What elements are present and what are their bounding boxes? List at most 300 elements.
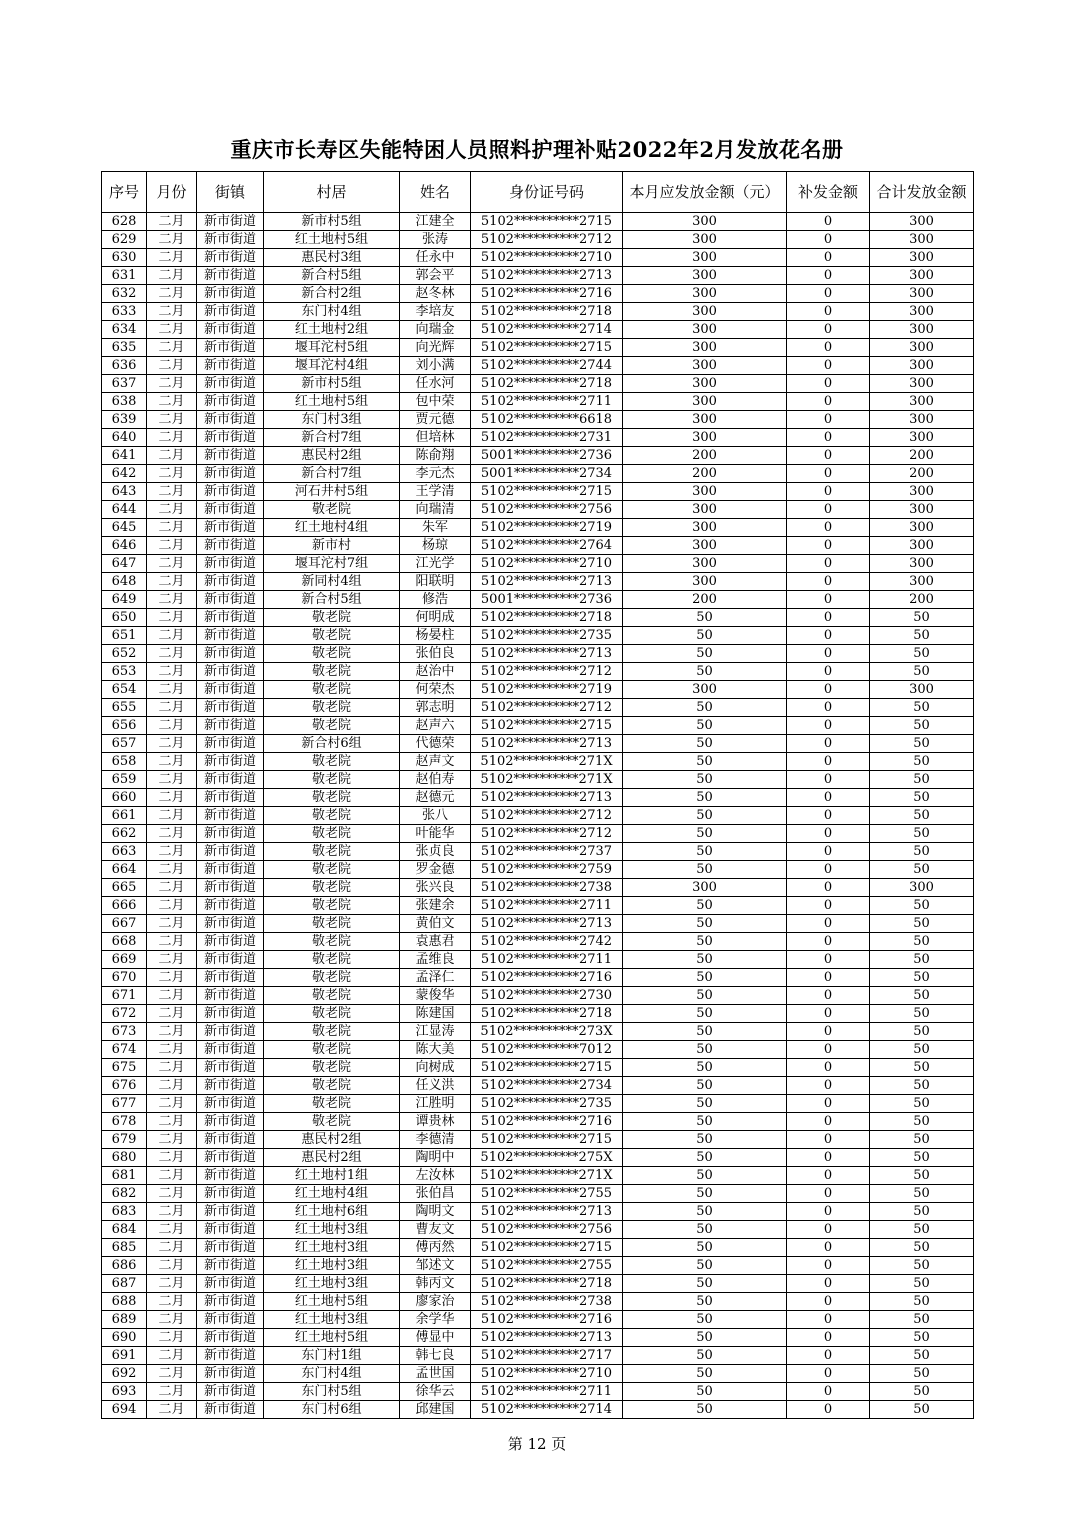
cell-street: 新市街道 bbox=[197, 1293, 264, 1311]
cell-id-number: 5102**********2715 bbox=[471, 1059, 623, 1077]
cell-id-number: 5102**********2711 bbox=[471, 393, 623, 411]
cell-extra-amount: 0 bbox=[787, 213, 870, 231]
cell-village: 堰耳沱村5组 bbox=[264, 339, 400, 357]
cell-extra-amount: 0 bbox=[787, 1329, 870, 1347]
cell-name: 赵德元 bbox=[400, 789, 471, 807]
cell-seq: 647 bbox=[102, 555, 147, 573]
cell-due-amount: 50 bbox=[623, 1077, 787, 1095]
cell-month: 二月 bbox=[147, 213, 197, 231]
cell-total-amount: 50 bbox=[870, 609, 974, 627]
cell-name: 赵伯寿 bbox=[400, 771, 471, 789]
cell-total-amount: 50 bbox=[870, 1275, 974, 1293]
cell-extra-amount: 0 bbox=[787, 843, 870, 861]
cell-id-number: 5102**********2710 bbox=[471, 555, 623, 573]
cell-total-amount: 300 bbox=[870, 357, 974, 375]
cell-extra-amount: 0 bbox=[787, 897, 870, 915]
cell-month: 二月 bbox=[147, 501, 197, 519]
cell-street: 新市街道 bbox=[197, 1131, 264, 1149]
cell-due-amount: 50 bbox=[623, 1401, 787, 1419]
cell-extra-amount: 0 bbox=[787, 1311, 870, 1329]
cell-id-number: 5102**********2737 bbox=[471, 843, 623, 861]
cell-extra-amount: 0 bbox=[787, 969, 870, 987]
table-row bbox=[102, 393, 974, 411]
cell-due-amount: 50 bbox=[623, 1239, 787, 1257]
cell-name: 赵声文 bbox=[400, 753, 471, 771]
cell-name: 江建全 bbox=[400, 213, 471, 231]
cell-name: 王学清 bbox=[400, 483, 471, 501]
cell-street: 新市街道 bbox=[197, 699, 264, 717]
cell-seq: 680 bbox=[102, 1149, 147, 1167]
cell-extra-amount: 0 bbox=[787, 1113, 870, 1131]
cell-id-number: 5102**********2716 bbox=[471, 285, 623, 303]
cell-due-amount: 50 bbox=[623, 807, 787, 825]
cell-due-amount: 300 bbox=[623, 483, 787, 501]
cell-name: 张建余 bbox=[400, 897, 471, 915]
cell-name: 张伯昌 bbox=[400, 1185, 471, 1203]
cell-due-amount: 50 bbox=[623, 1005, 787, 1023]
cell-street: 新市街道 bbox=[197, 609, 264, 627]
cell-id-number: 5102**********2715 bbox=[471, 483, 623, 501]
cell-name: 曹友文 bbox=[400, 1221, 471, 1239]
cell-village: 红土地村3组 bbox=[264, 1221, 400, 1239]
cell-due-amount: 50 bbox=[623, 897, 787, 915]
cell-id-number: 5102**********2734 bbox=[471, 1077, 623, 1095]
cell-village: 红土地村3组 bbox=[264, 1275, 400, 1293]
cell-total-amount: 50 bbox=[870, 861, 974, 879]
cell-month: 二月 bbox=[147, 861, 197, 879]
cell-extra-amount: 0 bbox=[787, 1095, 870, 1113]
table-row bbox=[102, 1329, 974, 1347]
cell-id-number: 5102**********2718 bbox=[471, 609, 623, 627]
cell-name: 贾元德 bbox=[400, 411, 471, 429]
cell-street: 新市街道 bbox=[197, 645, 264, 663]
cell-name: 张伯良 bbox=[400, 645, 471, 663]
cell-village: 东门村4组 bbox=[264, 1365, 400, 1383]
cell-id-number: 5102**********2713 bbox=[471, 1329, 623, 1347]
cell-due-amount: 300 bbox=[623, 573, 787, 591]
cell-month: 二月 bbox=[147, 1257, 197, 1275]
cell-month: 二月 bbox=[147, 1113, 197, 1131]
cell-name: 谭贵林 bbox=[400, 1113, 471, 1131]
cell-id-number: 5102**********2713 bbox=[471, 915, 623, 933]
cell-month: 二月 bbox=[147, 789, 197, 807]
cell-street: 新市街道 bbox=[197, 573, 264, 591]
cell-street: 新市街道 bbox=[197, 933, 264, 951]
cell-village: 新合村2组 bbox=[264, 285, 400, 303]
cell-village: 惠民村3组 bbox=[264, 249, 400, 267]
table-row bbox=[102, 1293, 974, 1311]
table-row bbox=[102, 1023, 974, 1041]
cell-extra-amount: 0 bbox=[787, 771, 870, 789]
table-row bbox=[102, 1221, 974, 1239]
cell-extra-amount: 0 bbox=[787, 483, 870, 501]
cell-month: 二月 bbox=[147, 1077, 197, 1095]
cell-village: 河石井村5组 bbox=[264, 483, 400, 501]
cell-name: 张贞良 bbox=[400, 843, 471, 861]
cell-name: 朱军 bbox=[400, 519, 471, 537]
cell-month: 二月 bbox=[147, 825, 197, 843]
cell-id-number: 5102**********2715 bbox=[471, 717, 623, 735]
cell-due-amount: 200 bbox=[623, 465, 787, 483]
cell-seq: 685 bbox=[102, 1239, 147, 1257]
cell-month: 二月 bbox=[147, 591, 197, 609]
cell-street: 新市街道 bbox=[197, 789, 264, 807]
cell-village: 新合村7组 bbox=[264, 429, 400, 447]
cell-street: 新市街道 bbox=[197, 447, 264, 465]
cell-extra-amount: 0 bbox=[787, 573, 870, 591]
cell-extra-amount: 0 bbox=[787, 357, 870, 375]
cell-id-number: 5102**********2714 bbox=[471, 321, 623, 339]
cell-month: 二月 bbox=[147, 843, 197, 861]
cell-seq: 673 bbox=[102, 1023, 147, 1041]
table-row bbox=[102, 411, 974, 429]
cell-street: 新市街道 bbox=[197, 429, 264, 447]
cell-extra-amount: 0 bbox=[787, 717, 870, 735]
table-row bbox=[102, 267, 974, 285]
cell-id-number: 5102**********2735 bbox=[471, 627, 623, 645]
page-number: 第 12 页 bbox=[507, 1435, 567, 1453]
cell-name: 郭会平 bbox=[400, 267, 471, 285]
cell-total-amount: 50 bbox=[870, 1005, 974, 1023]
table-row bbox=[102, 897, 974, 915]
cell-due-amount: 50 bbox=[623, 1293, 787, 1311]
table-row bbox=[102, 303, 974, 321]
table-row bbox=[102, 231, 974, 249]
cell-name: 韩丙文 bbox=[400, 1275, 471, 1293]
cell-name: 代德荣 bbox=[400, 735, 471, 753]
cell-id-number: 5102**********2715 bbox=[471, 1131, 623, 1149]
cell-total-amount: 50 bbox=[870, 1401, 974, 1419]
cell-seq: 644 bbox=[102, 501, 147, 519]
cell-total-amount: 300 bbox=[870, 879, 974, 897]
cell-name: 黄伯文 bbox=[400, 915, 471, 933]
cell-extra-amount: 0 bbox=[787, 951, 870, 969]
cell-name: 向光辉 bbox=[400, 339, 471, 357]
cell-seq: 672 bbox=[102, 1005, 147, 1023]
cell-total-amount: 300 bbox=[870, 555, 974, 573]
cell-total-amount: 50 bbox=[870, 1185, 974, 1203]
cell-extra-amount: 0 bbox=[787, 789, 870, 807]
cell-name: 陈大美 bbox=[400, 1041, 471, 1059]
cell-village: 敬老院 bbox=[264, 861, 400, 879]
table-row bbox=[102, 213, 974, 231]
table-row bbox=[102, 429, 974, 447]
cell-due-amount: 300 bbox=[623, 537, 787, 555]
cell-extra-amount: 0 bbox=[787, 1275, 870, 1293]
cell-total-amount: 50 bbox=[870, 1095, 974, 1113]
cell-total-amount: 300 bbox=[870, 249, 974, 267]
cell-name: 刘小满 bbox=[400, 357, 471, 375]
cell-id-number: 5102**********2713 bbox=[471, 735, 623, 753]
cell-street: 新市街道 bbox=[197, 717, 264, 735]
cell-due-amount: 300 bbox=[623, 519, 787, 537]
cell-village: 红土地村5组 bbox=[264, 231, 400, 249]
cell-seq: 663 bbox=[102, 843, 147, 861]
cell-seq: 676 bbox=[102, 1077, 147, 1095]
cell-name: 阳联明 bbox=[400, 573, 471, 591]
cell-due-amount: 300 bbox=[623, 429, 787, 447]
table-row bbox=[102, 1347, 974, 1365]
cell-village: 惠民村2组 bbox=[264, 1149, 400, 1167]
cell-extra-amount: 0 bbox=[787, 285, 870, 303]
cell-name: 江显涛 bbox=[400, 1023, 471, 1041]
table-row bbox=[102, 951, 974, 969]
cell-month: 二月 bbox=[147, 1293, 197, 1311]
cell-seq: 648 bbox=[102, 573, 147, 591]
cell-due-amount: 200 bbox=[623, 591, 787, 609]
cell-name: 向瑞清 bbox=[400, 501, 471, 519]
header-street: 街镇 bbox=[197, 172, 264, 213]
cell-village: 敬老院 bbox=[264, 1113, 400, 1131]
cell-name: 郭志明 bbox=[400, 699, 471, 717]
cell-village: 敬老院 bbox=[264, 951, 400, 969]
cell-village: 敬老院 bbox=[264, 771, 400, 789]
cell-month: 二月 bbox=[147, 1365, 197, 1383]
cell-id-number: 5102**********2756 bbox=[471, 501, 623, 519]
cell-total-amount: 300 bbox=[870, 411, 974, 429]
cell-month: 二月 bbox=[147, 1203, 197, 1221]
cell-due-amount: 50 bbox=[623, 609, 787, 627]
cell-seq: 669 bbox=[102, 951, 147, 969]
cell-village: 敬老院 bbox=[264, 879, 400, 897]
cell-due-amount: 50 bbox=[623, 1347, 787, 1365]
table-row bbox=[102, 1401, 974, 1419]
cell-total-amount: 50 bbox=[870, 627, 974, 645]
cell-total-amount: 50 bbox=[870, 1347, 974, 1365]
cell-due-amount: 50 bbox=[623, 1311, 787, 1329]
cell-due-amount: 300 bbox=[623, 681, 787, 699]
cell-due-amount: 50 bbox=[623, 1257, 787, 1275]
cell-extra-amount: 0 bbox=[787, 537, 870, 555]
cell-due-amount: 50 bbox=[623, 1221, 787, 1239]
cell-month: 二月 bbox=[147, 447, 197, 465]
cell-name: 李培友 bbox=[400, 303, 471, 321]
cell-total-amount: 300 bbox=[870, 321, 974, 339]
cell-month: 二月 bbox=[147, 1221, 197, 1239]
cell-extra-amount: 0 bbox=[787, 1239, 870, 1257]
cell-id-number: 5102**********2718 bbox=[471, 375, 623, 393]
cell-name: 叶能华 bbox=[400, 825, 471, 843]
cell-village: 敬老院 bbox=[264, 1023, 400, 1041]
cell-street: 新市街道 bbox=[197, 627, 264, 645]
cell-seq: 689 bbox=[102, 1311, 147, 1329]
cell-id-number: 5102**********2738 bbox=[471, 879, 623, 897]
cell-total-amount: 300 bbox=[870, 519, 974, 537]
cell-month: 二月 bbox=[147, 249, 197, 267]
cell-due-amount: 50 bbox=[623, 933, 787, 951]
cell-id-number: 5102**********7012 bbox=[471, 1041, 623, 1059]
table-row bbox=[102, 1185, 974, 1203]
cell-seq: 667 bbox=[102, 915, 147, 933]
cell-month: 二月 bbox=[147, 627, 197, 645]
table-row bbox=[102, 1041, 974, 1059]
cell-street: 新市街道 bbox=[197, 771, 264, 789]
header-month: 月份 bbox=[147, 172, 197, 213]
header-name: 姓名 bbox=[400, 172, 471, 213]
cell-month: 二月 bbox=[147, 537, 197, 555]
header-village: 村居 bbox=[264, 172, 400, 213]
cell-village: 新市村5组 bbox=[264, 213, 400, 231]
table-row bbox=[102, 789, 974, 807]
cell-due-amount: 300 bbox=[623, 393, 787, 411]
cell-month: 二月 bbox=[147, 375, 197, 393]
cell-village: 新市村 bbox=[264, 537, 400, 555]
cell-street: 新市街道 bbox=[197, 231, 264, 249]
cell-name: 赵声六 bbox=[400, 717, 471, 735]
cell-seq: 681 bbox=[102, 1167, 147, 1185]
cell-month: 二月 bbox=[147, 663, 197, 681]
cell-total-amount: 50 bbox=[870, 717, 974, 735]
table-row bbox=[102, 1365, 974, 1383]
cell-seq: 677 bbox=[102, 1095, 147, 1113]
cell-extra-amount: 0 bbox=[787, 249, 870, 267]
cell-village: 新合村7组 bbox=[264, 465, 400, 483]
table-row bbox=[102, 1059, 974, 1077]
cell-extra-amount: 0 bbox=[787, 375, 870, 393]
cell-village: 敬老院 bbox=[264, 753, 400, 771]
cell-extra-amount: 0 bbox=[787, 591, 870, 609]
cell-id-number: 5102**********2718 bbox=[471, 1275, 623, 1293]
cell-month: 二月 bbox=[147, 303, 197, 321]
cell-due-amount: 300 bbox=[623, 357, 787, 375]
cell-total-amount: 300 bbox=[870, 303, 974, 321]
cell-name: 张涛 bbox=[400, 231, 471, 249]
cell-seq: 638 bbox=[102, 393, 147, 411]
cell-total-amount: 50 bbox=[870, 915, 974, 933]
cell-total-amount: 50 bbox=[870, 771, 974, 789]
cell-total-amount: 50 bbox=[870, 807, 974, 825]
cell-due-amount: 300 bbox=[623, 303, 787, 321]
cell-total-amount: 50 bbox=[870, 1023, 974, 1041]
cell-street: 新市街道 bbox=[197, 681, 264, 699]
cell-village: 东门村5组 bbox=[264, 1383, 400, 1401]
cell-seq: 670 bbox=[102, 969, 147, 987]
cell-extra-amount: 0 bbox=[787, 1059, 870, 1077]
cell-month: 二月 bbox=[147, 1401, 197, 1419]
cell-extra-amount: 0 bbox=[787, 429, 870, 447]
cell-id-number: 5102**********2730 bbox=[471, 987, 623, 1005]
cell-extra-amount: 0 bbox=[787, 447, 870, 465]
cell-month: 二月 bbox=[147, 465, 197, 483]
table-row bbox=[102, 1275, 974, 1293]
cell-month: 二月 bbox=[147, 1005, 197, 1023]
cell-seq: 649 bbox=[102, 591, 147, 609]
cell-street: 新市街道 bbox=[197, 1383, 264, 1401]
cell-due-amount: 50 bbox=[623, 969, 787, 987]
table-row bbox=[102, 1005, 974, 1023]
cell-street: 新市街道 bbox=[197, 537, 264, 555]
cell-extra-amount: 0 bbox=[787, 231, 870, 249]
cell-extra-amount: 0 bbox=[787, 555, 870, 573]
cell-name: 修浩 bbox=[400, 591, 471, 609]
cell-id-number: 5102**********2710 bbox=[471, 1365, 623, 1383]
cell-village: 惠民村2组 bbox=[264, 447, 400, 465]
cell-extra-amount: 0 bbox=[787, 879, 870, 897]
cell-total-amount: 50 bbox=[870, 1293, 974, 1311]
cell-due-amount: 50 bbox=[623, 1365, 787, 1383]
cell-total-amount: 300 bbox=[870, 681, 974, 699]
cell-extra-amount: 0 bbox=[787, 519, 870, 537]
cell-name: 傅丙然 bbox=[400, 1239, 471, 1257]
cell-month: 二月 bbox=[147, 753, 197, 771]
cell-seq: 655 bbox=[102, 699, 147, 717]
cell-month: 二月 bbox=[147, 681, 197, 699]
cell-month: 二月 bbox=[147, 483, 197, 501]
cell-extra-amount: 0 bbox=[787, 1401, 870, 1419]
cell-id-number: 5102**********2711 bbox=[471, 1383, 623, 1401]
cell-name: 陈俞翔 bbox=[400, 447, 471, 465]
cell-street: 新市街道 bbox=[197, 339, 264, 357]
cell-street: 新市街道 bbox=[197, 1239, 264, 1257]
cell-due-amount: 50 bbox=[623, 1203, 787, 1221]
cell-village: 敬老院 bbox=[264, 663, 400, 681]
cell-village: 新市村5组 bbox=[264, 375, 400, 393]
cell-street: 新市街道 bbox=[197, 285, 264, 303]
cell-due-amount: 300 bbox=[623, 213, 787, 231]
cell-street: 新市街道 bbox=[197, 1203, 264, 1221]
cell-due-amount: 50 bbox=[623, 1167, 787, 1185]
cell-street: 新市街道 bbox=[197, 1077, 264, 1095]
cell-id-number: 5001**********2736 bbox=[471, 591, 623, 609]
cell-name: 任义洪 bbox=[400, 1077, 471, 1095]
cell-village: 东门村3组 bbox=[264, 411, 400, 429]
cell-seq: 650 bbox=[102, 609, 147, 627]
cell-street: 新市街道 bbox=[197, 915, 264, 933]
cell-extra-amount: 0 bbox=[787, 1293, 870, 1311]
cell-due-amount: 50 bbox=[623, 1113, 787, 1131]
table-row bbox=[102, 771, 974, 789]
table-row bbox=[102, 1257, 974, 1275]
cell-village: 东门村6组 bbox=[264, 1401, 400, 1419]
cell-month: 二月 bbox=[147, 915, 197, 933]
cell-month: 二月 bbox=[147, 519, 197, 537]
cell-name: 张八 bbox=[400, 807, 471, 825]
cell-extra-amount: 0 bbox=[787, 321, 870, 339]
cell-street: 新市街道 bbox=[197, 861, 264, 879]
cell-village: 敬老院 bbox=[264, 807, 400, 825]
cell-total-amount: 50 bbox=[870, 1239, 974, 1257]
table-row bbox=[102, 249, 974, 267]
cell-total-amount: 50 bbox=[870, 753, 974, 771]
cell-street: 新市街道 bbox=[197, 969, 264, 987]
cell-name: 孟维良 bbox=[400, 951, 471, 969]
cell-month: 二月 bbox=[147, 1095, 197, 1113]
cell-id-number: 5102**********2755 bbox=[471, 1257, 623, 1275]
cell-street: 新市街道 bbox=[197, 465, 264, 483]
cell-month: 二月 bbox=[147, 1311, 197, 1329]
table-row bbox=[102, 807, 974, 825]
cell-seq: 653 bbox=[102, 663, 147, 681]
cell-village: 敬老院 bbox=[264, 1095, 400, 1113]
cell-due-amount: 50 bbox=[623, 987, 787, 1005]
cell-id-number: 5102**********2756 bbox=[471, 1221, 623, 1239]
cell-village: 红土地村5组 bbox=[264, 1329, 400, 1347]
cell-total-amount: 300 bbox=[870, 213, 974, 231]
cell-id-number: 5102**********2744 bbox=[471, 357, 623, 375]
cell-total-amount: 50 bbox=[870, 1221, 974, 1239]
cell-village: 堰耳沱村4组 bbox=[264, 357, 400, 375]
cell-due-amount: 300 bbox=[623, 375, 787, 393]
cell-id-number: 5102**********2715 bbox=[471, 1239, 623, 1257]
cell-extra-amount: 0 bbox=[787, 1365, 870, 1383]
cell-total-amount: 50 bbox=[870, 1131, 974, 1149]
cell-id-number: 5102**********2712 bbox=[471, 699, 623, 717]
cell-seq: 688 bbox=[102, 1293, 147, 1311]
cell-due-amount: 50 bbox=[623, 699, 787, 717]
cell-village: 红土地村6组 bbox=[264, 1203, 400, 1221]
cell-street: 新市街道 bbox=[197, 267, 264, 285]
cell-extra-amount: 0 bbox=[787, 915, 870, 933]
